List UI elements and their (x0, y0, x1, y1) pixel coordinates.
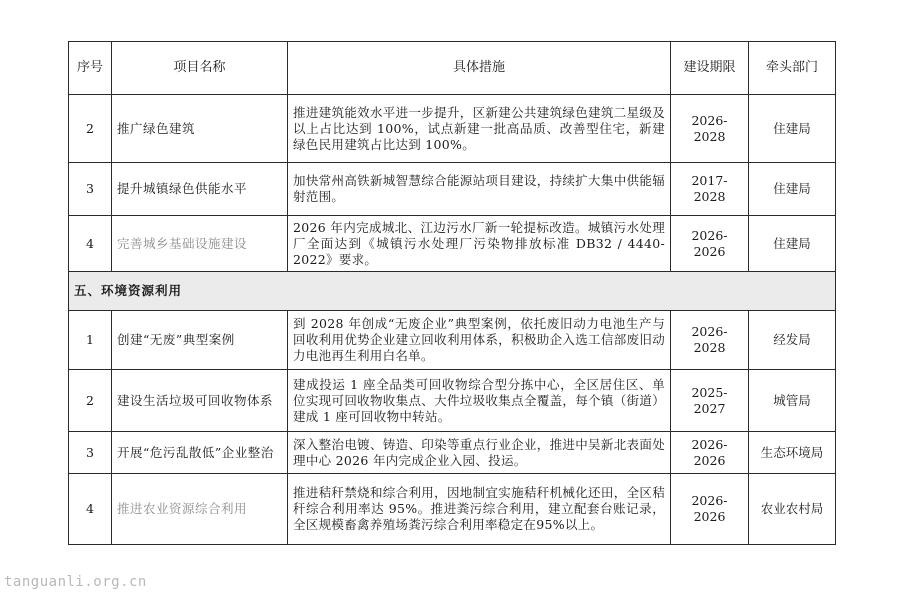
row-measures: 到 2028 年创成“无废企业”典型案例，依托废旧动力电池生产与回收利用优势企业建立回收利用体系，积极助企入选工信部废旧动力电池再生利用白名单。 (288, 311, 671, 370)
row-index: 1 (69, 311, 112, 370)
site-watermark: tanguanli.org.cn (4, 574, 147, 590)
row-dept: 住建局 (749, 95, 836, 163)
row-dept: 农业农村局 (749, 474, 836, 545)
row-measures: 加快常州高铁新城智慧综合能源站项目建设，持续扩大集中供能辐射范围。 (288, 163, 671, 216)
row-index: 3 (69, 163, 112, 216)
row-measures: 推进秸秆禁烧和综合利用，因地制宜实施秸秆机械化还田，全区秸秆综合利用率达 95%。推进粪污综合利用，建立配套台账记录，全区规模畜禽养殖场粪污综合利用率稳定在95%以上。 (288, 474, 671, 545)
header-dept: 牵头部门 (749, 42, 836, 95)
row-dept: 住建局 (749, 163, 836, 216)
section-row (69, 272, 836, 311)
table-row (69, 216, 836, 272)
row-dept: 城管局 (749, 370, 836, 432)
row-index: 3 (69, 432, 112, 474)
header-name: 项目名称 (112, 42, 288, 95)
header-period: 建设期限 (671, 42, 749, 95)
row-project-name: 推进农业资源综合利用 (112, 474, 288, 545)
header-row (69, 42, 836, 95)
row-measures: 建成投运 1 座全品类可回收物综合型分拣中心，全区居住区、单位实现可回收物收集点、大件垃圾收集点全覆盖，每个镇（街道）建成 1 座可回收物中转站。 (288, 370, 671, 432)
table-row (69, 311, 836, 370)
row-period: 2026-2026 (671, 216, 749, 272)
table-row (69, 432, 836, 474)
row-project-name: 开展“危污乱散低”企业整治 (112, 432, 288, 474)
row-dept: 生态环境局 (749, 432, 836, 474)
table-row (69, 95, 836, 163)
row-period: 2026-2028 (671, 311, 749, 370)
row-period: 2026-2028 (671, 95, 749, 163)
row-measures: 深入整治电镀、铸造、印染等重点行业企业，推进中吴新北表面处理中心 2026 年内完成企业入园、投运。 (288, 432, 671, 474)
table-row (69, 163, 836, 216)
row-measures: 2026 年内完成城北、江边污水厂新一轮提标改造。城镇污水处理厂全面达到《城镇污水处理厂污染物排放标准 DB32 / 4440-2022》要求。 (288, 216, 671, 272)
row-project-name: 完善城乡基础设施建设 (112, 216, 288, 272)
row-project-name: 创建“无废”典型案例 (112, 311, 288, 370)
row-index: 4 (69, 216, 112, 272)
row-period: 2017-2028 (671, 163, 749, 216)
table-row (69, 370, 836, 432)
row-project-name: 提升城镇绿色供能水平 (112, 163, 288, 216)
header-measures: 具体措施 (288, 42, 671, 95)
header-index: 序号 (69, 42, 112, 95)
row-index: 2 (69, 370, 112, 432)
row-index: 2 (69, 95, 112, 163)
table-row (69, 474, 836, 545)
row-index: 4 (69, 474, 112, 545)
row-period: 2026-2026 (671, 474, 749, 545)
row-measures: 推进建筑能效水平进一步提升，区新建公共建筑绿色建筑二星级及以上占比达到 100%，试点新建一批高品质、改善型住宅，新建绿色民用建筑占比达到 100%。 (288, 95, 671, 163)
row-period: 2025-2027 (671, 370, 749, 432)
measures-table (68, 41, 836, 545)
row-project-name: 推广绿色建筑 (112, 95, 288, 163)
row-dept: 住建局 (749, 216, 836, 272)
row-period: 2026-2026 (671, 432, 749, 474)
row-dept: 经发局 (749, 311, 836, 370)
row-project-name: 建设生活垃圾可回收物体系 (112, 370, 288, 432)
section-title: 五、环境资源利用 (69, 272, 836, 311)
